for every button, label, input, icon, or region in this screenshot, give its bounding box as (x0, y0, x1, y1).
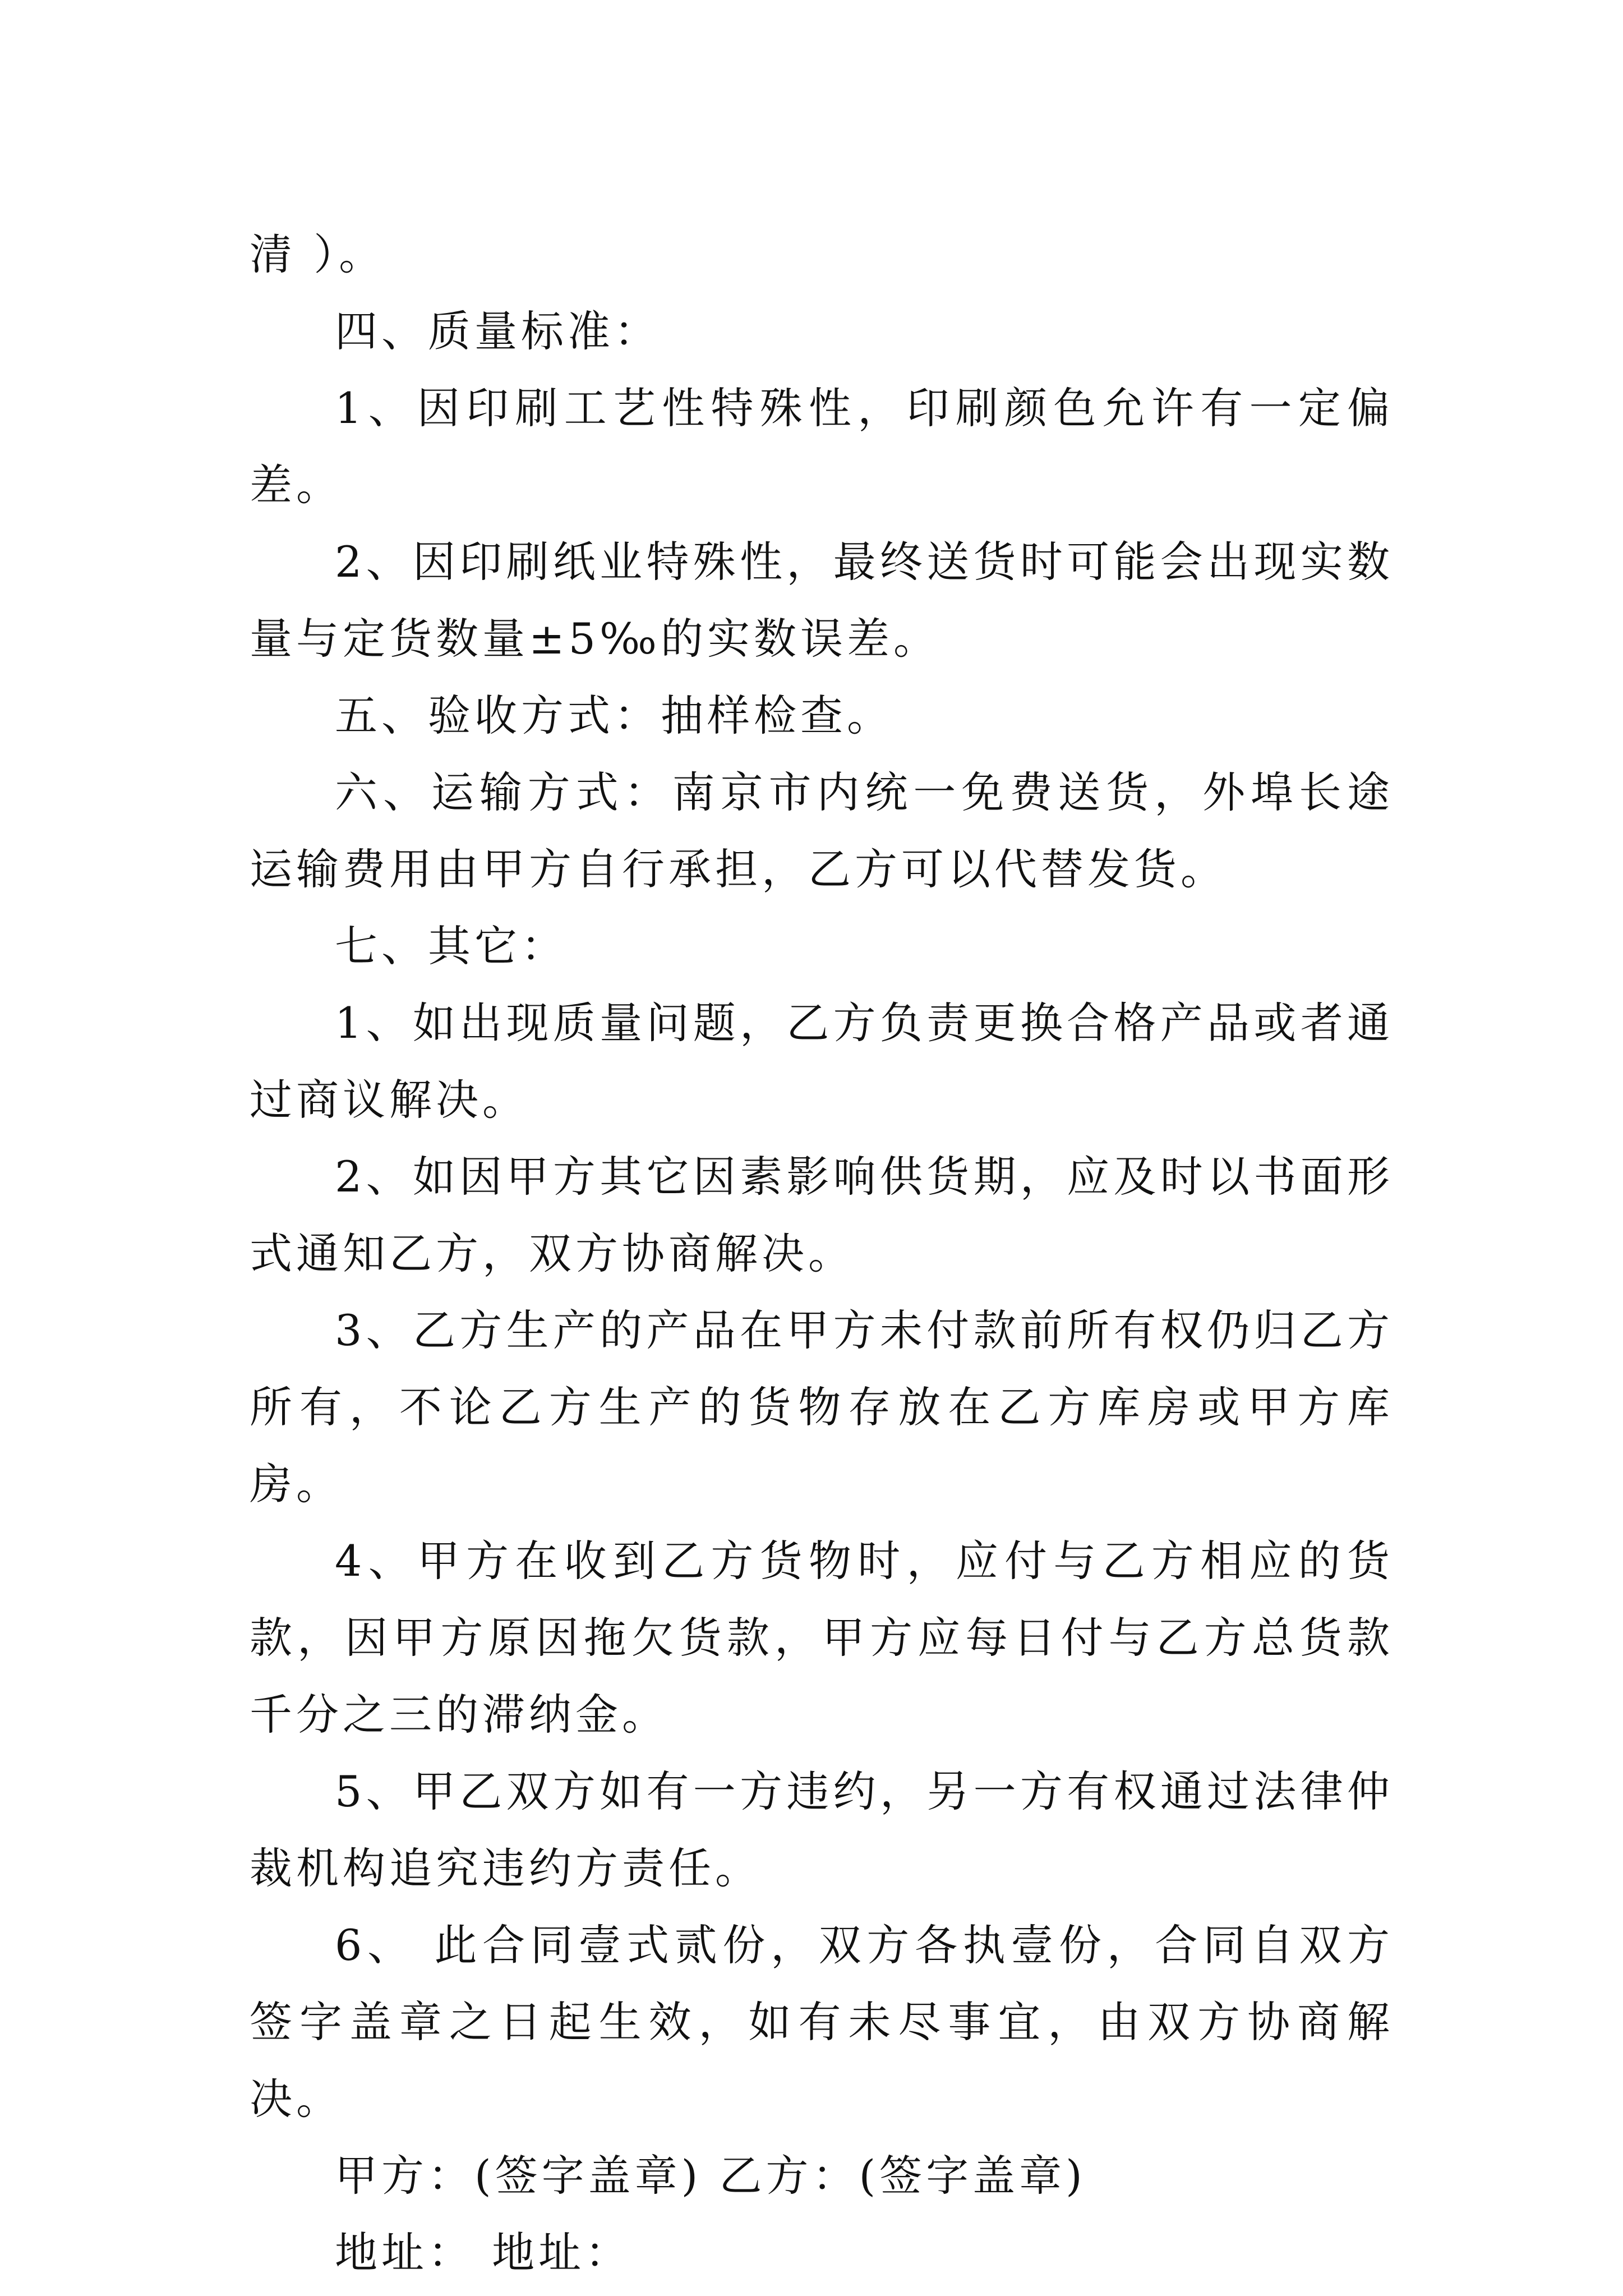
address-line: 地址： 地址： (335, 2228, 632, 2277)
section-heading-other: 七、其它： (335, 921, 568, 971)
paragraph: 2、如因甲方其它因素影响供货期，应及时以书面形式通知乙方，双方协商解决。 (250, 1152, 1394, 1278)
paragraph: 5、甲乙双方如有一方违约，另一方有权通过法律仲裁机构追究违约方责任。 (250, 1766, 1394, 1893)
paragraph: 2、因印刷纸业特殊性，最终送货时可能会出现实数量与定货数量±5‰的实数误差。 (250, 537, 1394, 664)
paragraph: 1、如出现质量问题，乙方负责更换合格产品或者通过商议解决。 (250, 998, 1394, 1125)
paragraph: 清 ）。 (250, 229, 386, 279)
paragraph: 4、甲方在收到乙方货物时，应付与乙方相应的货款，因甲方原因拖欠货款，甲方应每日付与乙方总货款千分之三的滞纳金。 (250, 1536, 1394, 1740)
section-heading-quality: 四、质量标准： (335, 306, 661, 356)
paragraph: 3、乙方生产的产品在甲方未付款前所有权仍归乙方所有，不论乙方生产的货物存放在乙方库房或甲方库房。 (250, 1305, 1394, 1509)
section-heading-acceptance: 五、验收方式：抽样检查。 (335, 691, 893, 740)
signature-line: 甲方：(签字盖章) 乙方：(签字盖章) (335, 2151, 1086, 2201)
document-body (250, 216, 1394, 2291)
paragraph: 1、因印刷工艺性特殊性，印刷颜色允许有一定偏差。 (250, 383, 1394, 510)
paragraph: 6、 此合同壹式贰份，双方各执壹份，合同自双方签字盖章之日起生效，如有未尽事宜，由双方协商解决。 (250, 1920, 1394, 2124)
section-heading-transport: 六、运输方式：南京市内统一免费送货，外埠长途运输费用由甲方自行承担，乙方可以代替发货。 (250, 767, 1394, 894)
